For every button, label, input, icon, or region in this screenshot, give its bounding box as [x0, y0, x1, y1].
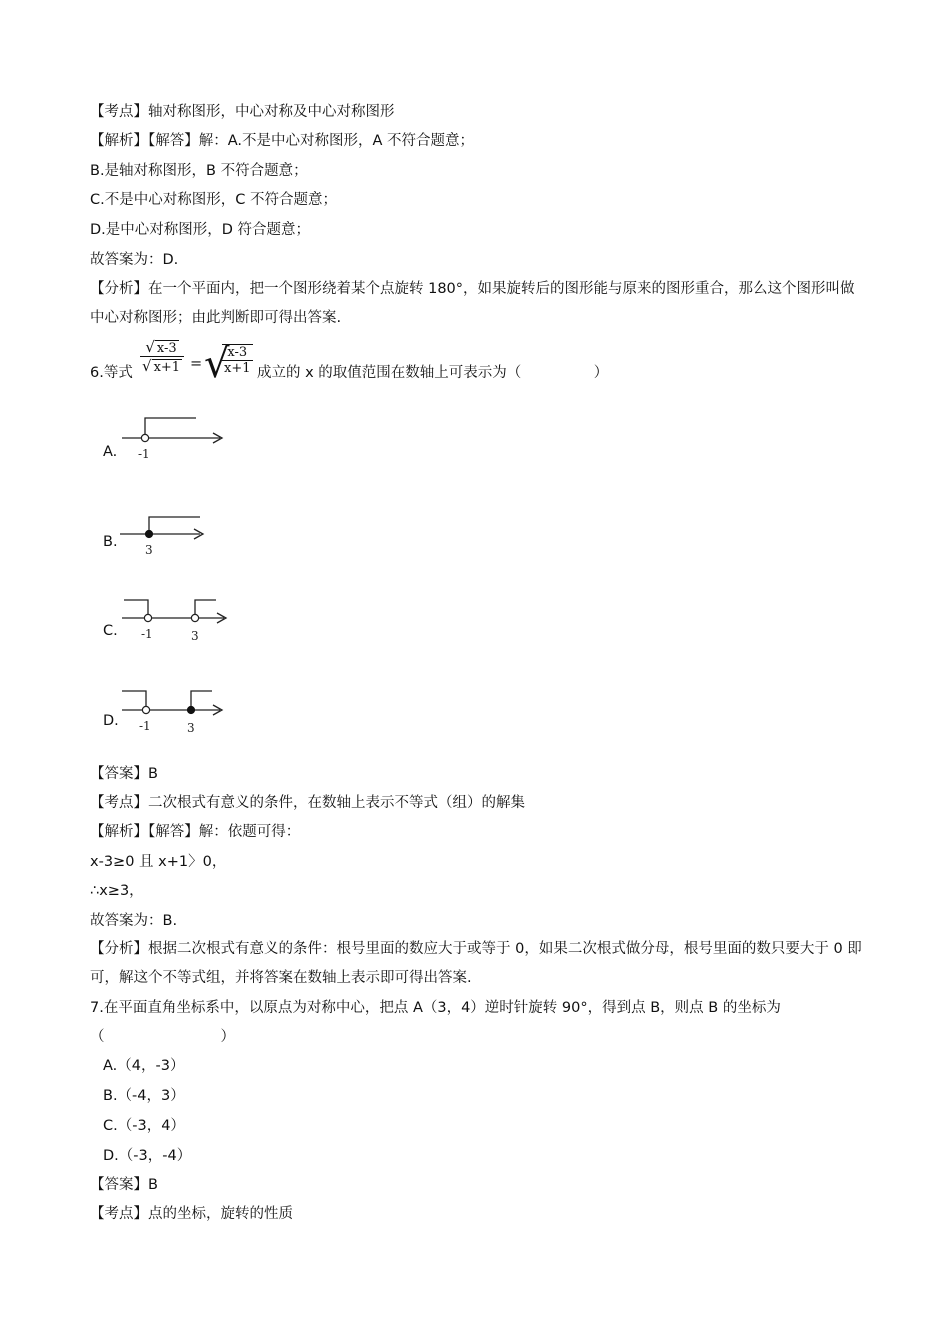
q6-option-a-letter: A. — [103, 444, 118, 460]
q7-option-a: A.（4，-3） — [103, 1058, 185, 1074]
tick-label: 3 — [187, 721, 195, 735]
q6-prefix: 6.等式 — [90, 365, 133, 381]
tick-label: 3 — [191, 629, 199, 643]
prev-fenxi: 【分析】在一个平面内，把一个图形绕着某个点旋转 180°，如果旋转后的图形能与原来的图形重合，那么这个图形叫做中心对称图形；由此判断即可得出答案. — [90, 281, 855, 326]
tick-label: -1 — [138, 447, 150, 461]
q7-option-c: C.（-3，4） — [103, 1118, 185, 1134]
jiexi-prev: 【解析】【解答】解：A.不是中心对称图形，A 不符合题意； — [90, 133, 475, 149]
q7-option-d: D.（-3，-4） — [103, 1148, 192, 1164]
q6-kaodian: 【考点】二次根式有意义的条件，在数轴上表示不等式（组）的解集 — [90, 795, 525, 811]
prev-c-line: C.不是中心对称图形，C 不符合题意； — [90, 192, 337, 208]
q7-kaodian: 【考点】点的坐标，旋转的性质 — [90, 1206, 293, 1222]
q6-step1: x-3≥0 且 x+1〉0， — [90, 854, 227, 870]
q7-stem: 7.在平面直角坐标系中，以原点为对称中心，把点 A（3，4）逆时针旋转 90°，得到点 B，则点 B 的坐标为（ ） — [90, 1000, 781, 1045]
q6-step2: ∴x≥3， — [90, 883, 144, 899]
q7-answer: 【答案】B — [90, 1177, 158, 1193]
number-line-b — [118, 510, 228, 560]
q7-option-b: B.（-4，3） — [103, 1088, 185, 1104]
q6-option-c-letter: C. — [103, 623, 118, 639]
eq-left-num: x-3 — [156, 341, 177, 356]
kaodian-prev: 【考点】轴对称图形，中心对称及中心对称图形 — [90, 104, 395, 120]
number-line-c — [118, 592, 238, 644]
q6-option-b-letter: B. — [103, 534, 118, 550]
eq-equals: = — [190, 356, 203, 372]
q6-option-d-letter: D. — [103, 713, 119, 729]
q6-equation: $\frac{√ x-3}{√ x+1}$ = √ $\frac{x-3}{x+1}$ — [138, 338, 258, 400]
prev-b-line: B.是轴对称图形，B 不符合题意； — [90, 163, 308, 179]
tick-label: -1 — [141, 627, 153, 641]
eq-left-den: x+1 — [153, 360, 181, 375]
number-line-a — [118, 413, 228, 463]
q6-guda: 故答案为：B. — [90, 913, 178, 929]
q6-fenxi: 【分析】根据二次根式有意义的条件：根号里面的数应大于或等于 0，如果二次根式做分母，根号里面的数只要大于 0 即可，解这个不等式组，并将答案在数轴上表示即可得出答案. — [90, 941, 862, 986]
number-line-d — [118, 683, 238, 735]
radical-sign: √ — [204, 341, 230, 387]
eq-right-num: x-3 — [222, 345, 253, 361]
eq-right-den: x+1 — [224, 361, 251, 376]
q6-suffix: 成立的 x 的取值范围在数轴上可表示为（ ） — [257, 365, 609, 381]
q6-answer: 【答案】B — [90, 766, 158, 782]
tick-label: 3 — [145, 543, 153, 557]
prev-answer-line: 故答案为：D. — [90, 252, 179, 268]
q6-jiexi: 【解析】【解答】解：依题可得： — [90, 824, 301, 840]
prev-d-line: D.是中心对称图形，D 符合题意； — [90, 222, 311, 238]
tick-label: -1 — [139, 719, 151, 733]
